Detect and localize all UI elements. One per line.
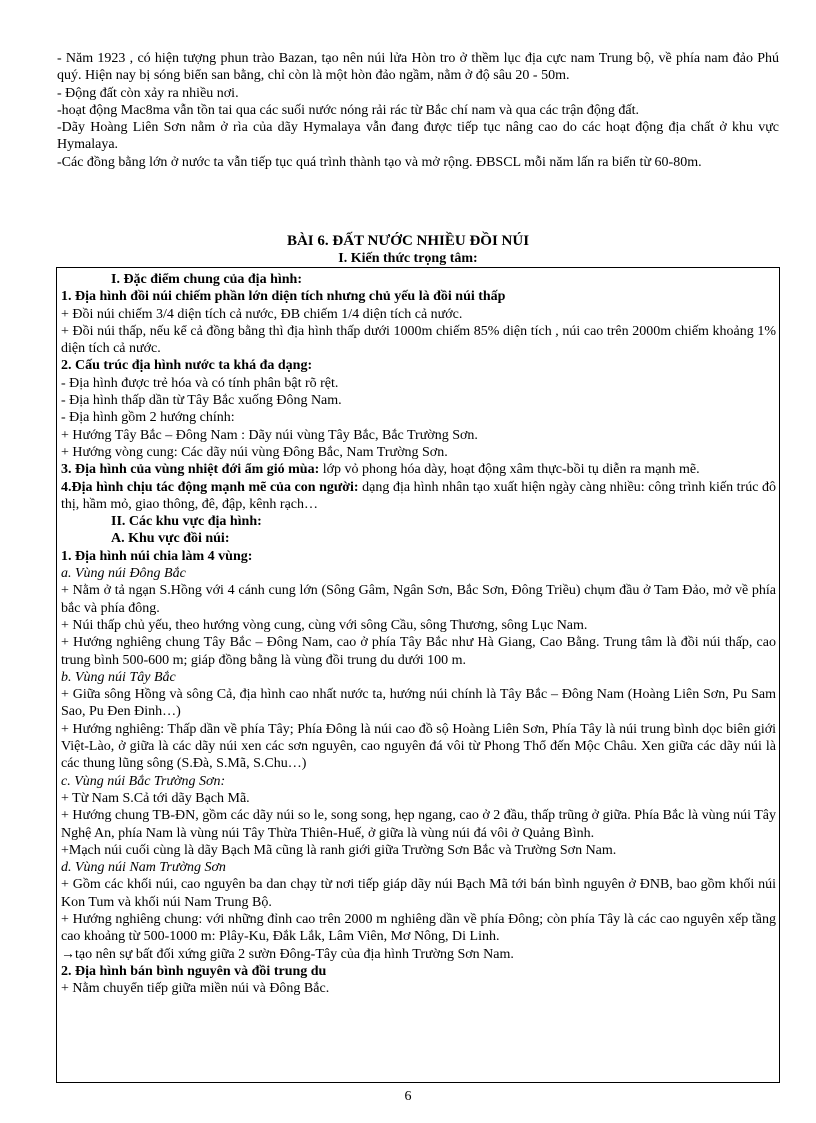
paragraph: + Núi thấp chủ yếu, theo hướng vòng cung, cùng với sông Cầu, sông Thương, sông Lục Nam. xyxy=(61,617,588,633)
paragraph xyxy=(61,461,776,478)
heading: 1. Địa hình núi chia làm 4 vùng: xyxy=(61,548,253,564)
paragraph: + Nằm ở tả ngạn S.Hồng với 4 cánh cung lớn (Sông Gâm, Ngân Sơn, Bắc Sơn, Đông Triều) chụm đầu ở Tam Đảo, mở về phía bắc và phía đông. xyxy=(61,583,776,616)
heading: 2. Địa hình bán bình nguyên và đồi trung du xyxy=(61,963,327,979)
intro-paragraph: - Năm 1923 , có hiện tượng phun trào Bazan, tạo nên núi lửa Hòn tro ở thềm lục địa cực nam Trung bộ, về phía nam đảo Phú quý. Hiện nay bị sóng biển san bằng, chỉ còn là một hòn đảo ngầm, nằm ở độ sâu 20 - 50m. xyxy=(57,51,779,84)
region-heading: a. Vùng núi Đông Bắc xyxy=(61,566,186,582)
paragraph: + Nằm chuyển tiếp giữa miền núi và Đông Bắc. xyxy=(61,981,330,997)
paragraph: + Hướng vòng cung: Các dãy núi vùng Đông Bắc, Nam Trường Sơn. xyxy=(61,444,448,460)
heading: 2. Cấu trúc địa hình nước ta khá đa dạng: xyxy=(61,358,313,374)
page-number: 6 xyxy=(404,1089,412,1104)
paragraph: - Địa hình thấp dần từ Tây Bắc xuống Đông Nam. xyxy=(61,393,342,409)
intro-paragraph: -Các đồng bằng lớn ở nước ta vẫn tiếp tục quá trình thành tạo và mở rộng. ĐBSCL mỗi năm lấn ra biển từ 60-80m. xyxy=(57,154,702,170)
paragraph: + Giữa sông Hồng và sông Cả, địa hình cao nhất nước ta, hướng núi chính là Tây Bắc – Đông Nam (Hoàng Liên Sơn, Pu Sam Sao, Pu Đen Đinh…) xyxy=(61,687,776,720)
paragraph xyxy=(61,946,776,963)
paragraph: +Mạch núi cuối cùng là dãy Bạch Mã cũng là ranh giới giữa Trường Sơn Bắc và Trường Sơn Nam. xyxy=(61,842,617,858)
inline-heading: 4.Địa hình chịu tác động mạnh mẽ của con người: xyxy=(61,479,359,495)
paragraph: + Đồi núi thấp, nếu kể cả đồng bằng thì địa hình thấp dưới 1000m chiếm 85% diện tích , núi cao trên 2000m chiếm khoảng 1% diện tích cả nước. xyxy=(61,323,776,357)
inline-text: lớp vỏ phong hóa dày, hoạt động xâm thực-bồi tụ diễn ra mạnh mẽ. xyxy=(319,462,700,478)
content-box xyxy=(56,267,780,1083)
intro-paragraph: -hoạt động Mac8ma vẫn tồn tai qua các suối nước nóng rải rác từ Bắc chí nam và qua các trận động đất. xyxy=(57,102,639,118)
region-heading: d. Vùng núi Nam Trường Sơn xyxy=(61,860,226,876)
inline-text: tạo nên sự bất đối xứng giữa 2 sườn Đông-Tây của địa hình Trường Sơn Nam. xyxy=(75,946,514,962)
region-heading: c. Vùng núi Bắc Trường Sơn: xyxy=(61,773,226,789)
paragraph: - Địa hình được trẻ hóa và có tính phân bật rõ rệt. xyxy=(61,375,339,391)
subsection-heading: A. Khu vực đồi núi: xyxy=(111,531,230,547)
inline-text: dạng địa hình nhân tạo xuất hiện ngày càng nhiều: công trình kiến trúc đô thị, hầm mỏ, giao thông, đê, đập, kênh rạch… xyxy=(61,479,777,512)
section-heading: II. Các khu vực địa hình: xyxy=(111,514,262,530)
paragraph: + Hướng chung TB-ĐN, gồm các dãy núi so le, song song, hẹp ngang, cao ở 2 đầu, thấp trũng ở giữa. Phía Bắc là vùng núi Tây Nghệ An, phía Nam là vùng núi Tây Thừa Thiên-Huế, ở giữa là vùng núi đá vôi ở Quảng Bình. xyxy=(61,808,776,841)
paragraph: + Hướng Tây Bắc – Đông Nam : Dãy núi vùng Tây Bắc, Bắc Trường Sơn. xyxy=(61,427,478,443)
lesson-subtitle: I. Kiến thức trọng tâm: xyxy=(338,251,478,266)
paragraph: + Hướng nghiêng chung: với những đỉnh cao trên 2000 m nghiêng dần về phía Đông; còn phía Tây là các cao nguyên xếp tầng cao khoảng từ 500-1000 m: Plây-Ku, Đắk Lắk, Lâm Viên, Mơ Nông, Di Linh. xyxy=(61,911,776,945)
paragraph: + Gồm các khối núi, cao nguyên ba dan chạy từ nơi tiếp giáp dãy núi Bạch Mã tới bán bình nguyên ở ĐNB, bao gồm khối núi Kon Tum và khối núi Nam Trung Bộ. xyxy=(61,877,776,910)
paragraph: + Từ Nam S.Cả tới dãy Bạch Mã. xyxy=(61,790,250,806)
paragraph xyxy=(61,479,776,514)
arrow-icon: → xyxy=(61,946,75,962)
paragraph: + Đồi núi chiếm 3/4 diện tích cả nước, ĐB chiếm 1/4 diện tích cả nước. xyxy=(61,306,463,322)
section-heading: I. Đặc điểm chung của địa hình: xyxy=(111,272,302,287)
region-heading: b. Vùng núi Tây Bắc xyxy=(61,669,176,685)
paragraph: - Địa hình gồm 2 hướng chính: xyxy=(61,410,235,426)
intro-text xyxy=(57,50,779,171)
intro-paragraph: - Động đất còn xảy ra nhiều nơi. xyxy=(57,85,239,101)
paragraph: + Hướng nghiêng chung Tây Bắc – Đông Nam, cao ở phía Tây Bắc như Hà Giang, Cao Bằng. Trung tâm là đồi núi thấp, cao trung bình 500-600 m; giáp đồng bằng là vùng đồi trung du dưới 100 m. xyxy=(61,635,776,668)
intro-paragraph: -Dãy Hoàng Liên Sơn nằm ở rìa của dãy Hymalaya vẫn đang được tiếp tục nâng cao do các hoạt động địa chất ở khu vực Hymalaya. xyxy=(57,120,779,153)
lesson-title: BÀI 6. ĐẤT NƯỚC NHIỀU ĐỒI NÚI xyxy=(286,233,530,249)
paragraph: + Hướng nghiêng: Thấp dần về phía Tây; Phía Đông là núi cao đồ sộ Hoàng Liên Sơn, Phía Tây là núi trung bình dọc biên giới Việt-Lào, ở giữa là các dãy núi xen các sơn nguyên, cao nguyên đá vôi từ Phong Thổ đến Mộc Châu. Xen giữa các dãy núi là các thung lũng sông (S.Đà, S.Mã, S.Chu…) xyxy=(61,721,776,772)
inline-heading: 3. Địa hình của vùng nhiệt đới ẩm gió mùa: xyxy=(61,462,320,478)
heading: 1. Địa hình đồi núi chiếm phần lớn diện tích nhưng chủ yếu là đồi núi thấp xyxy=(61,289,506,305)
